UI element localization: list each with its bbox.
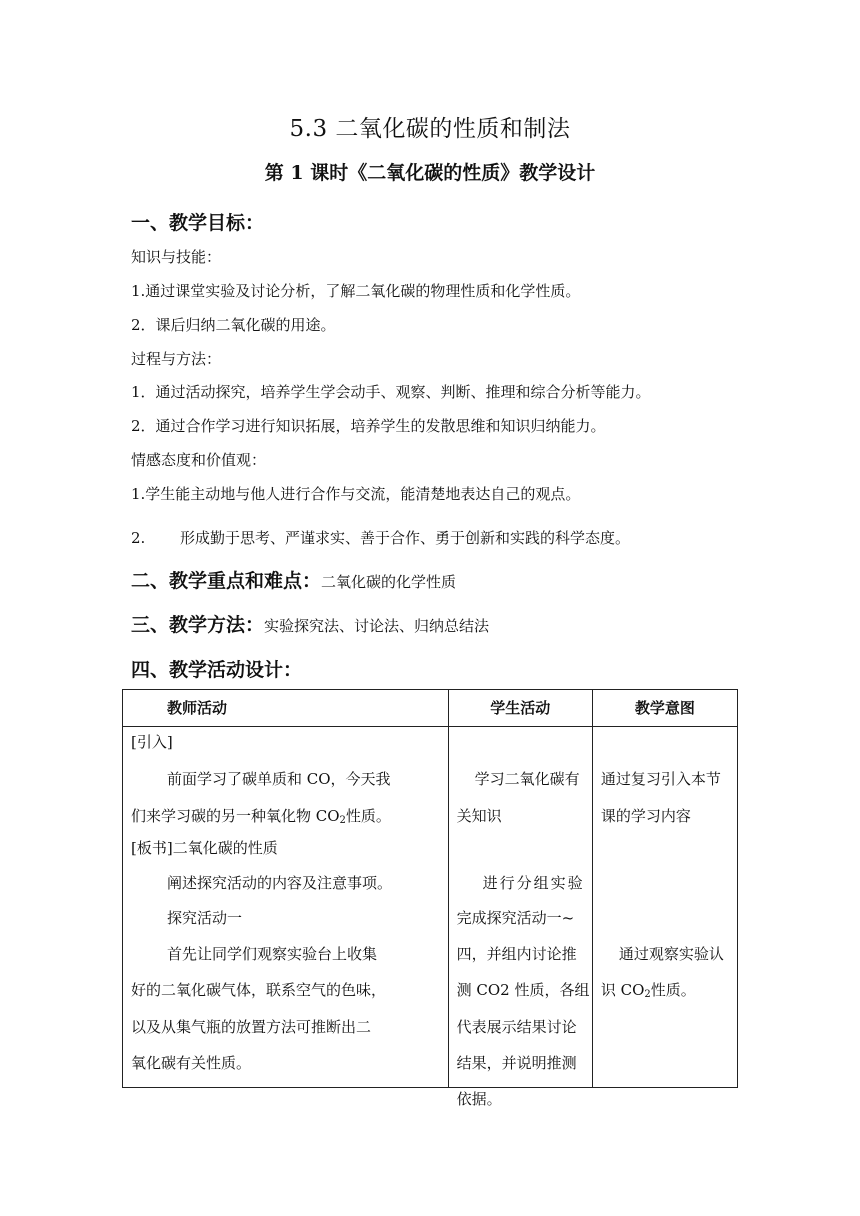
document-title: 5.3 二氧化碳的性质和制法	[289, 116, 571, 142]
intent-cell	[592, 727, 737, 1088]
intent-line-2: 课的学习内容	[600, 807, 691, 825]
section-heading-methods	[131, 610, 489, 637]
intent-line-1: 通过复习引入本节	[600, 770, 721, 788]
student-line-9: 依据。	[456, 1090, 502, 1108]
header-intent: 教学意图	[592, 690, 737, 727]
student-line-3: 进行分组实验	[482, 874, 585, 892]
teacher-line-8: 好的二氧化碳气体，联系空气的色味，	[131, 981, 387, 999]
process-item-1: 1．通过活动探究，培养学生学会动手、观察、判断、推理和综合分析等能力。	[131, 383, 651, 401]
teacher-line-2: 前面学习了碳单质和 CO，今天我	[167, 770, 391, 788]
teacher-line-1: [引入]	[131, 733, 173, 751]
section-heading-objectives: 一、教学目标：	[131, 212, 265, 234]
student-line-1: 学习二氧化碳有	[474, 770, 580, 788]
intent-line-4-text: 识 CO	[600, 981, 645, 999]
activity-table	[122, 689, 738, 1108]
process-label: 过程与方法：	[131, 350, 222, 368]
intent-line-4-tail: 性质。	[650, 981, 696, 999]
teacher-line-3-subscript: 2	[339, 815, 346, 826]
student-line-4: 完成探究活动一~	[456, 909, 575, 927]
table-row	[123, 727, 738, 1088]
teacher-line-6: 探究活动一	[167, 909, 243, 927]
table-header-row	[123, 690, 738, 727]
student-line-2: 关知识	[456, 807, 502, 825]
intent-line-4	[601, 980, 696, 1005]
teacher-line-7: 首先让同学们观察实验台上收集	[167, 945, 378, 963]
emotion-item-2	[131, 528, 630, 548]
header-teacher: 教师活动	[123, 690, 449, 727]
student-activity-cell	[448, 727, 592, 1108]
knowledge-item-2: 2．课后归纳二氧化碳的用途。	[131, 316, 336, 334]
teacher-line-9: 以及从集气瓶的放置方法可推断出二	[131, 1018, 372, 1036]
process-item-2: 2．通过合作学习进行知识拓展，培养学生的发散思维和知识归纳能力。	[131, 417, 606, 435]
knowledge-item-1: 1.通过课堂实验及讨论分析，了解二氧化碳的物理性质和化学性质。	[131, 282, 581, 300]
section-heading-activities: 四、教学活动设计：	[131, 659, 303, 681]
teacher-activity-cell	[123, 727, 449, 1088]
emotion-item-2-number: 2.	[131, 529, 146, 547]
emotion-label: 情感态度和价值观：	[131, 451, 267, 469]
student-line-7: 代表展示结果讨论	[456, 1018, 577, 1036]
teacher-line-4: [板书]二氧化碳的性质	[131, 839, 278, 857]
intent-line-3: 通过观察实验认	[618, 945, 724, 963]
teacher-line-3	[131, 806, 391, 831]
student-line-6: 测 CO2 性质，各组	[456, 981, 590, 999]
teacher-line-3-text: 们来学习碳的另一种氧化物 CO	[131, 807, 340, 825]
document-subtitle: 第 1 课时《二氧化碳的性质》教学设计	[264, 162, 596, 184]
intent-line-4-subscript: 2	[644, 989, 651, 1000]
methods-text: 实验探究法、讨论法、归纳总结法	[264, 617, 490, 635]
teacher-line-5: 阐述探究活动的内容及注意事项。	[167, 874, 393, 892]
teacher-line-3-tail: 性质。	[345, 807, 391, 825]
section-heading-key-points	[131, 566, 456, 593]
student-line-8: 结果，并说明推测	[456, 1054, 577, 1072]
methods-label: 三、教学方法：	[131, 614, 265, 636]
key-points-text: 二氧化碳的化学性质	[321, 573, 457, 591]
key-points-label: 二、教学重点和难点：	[131, 570, 322, 592]
teacher-line-10: 氧化碳有关性质。	[131, 1054, 252, 1072]
emotion-item-2-text: 形成勤于思考、严谨求实、善于合作、勇于创新和实践的科学态度。	[180, 529, 631, 547]
emotion-item-1: 1.学生能主动地与他人进行合作与交流，能清楚地表达自己的观点。	[131, 485, 581, 503]
knowledge-label: 知识与技能：	[131, 248, 222, 266]
student-line-5: 四，并组内讨论推	[456, 945, 577, 963]
header-student: 学生活动	[448, 690, 592, 727]
